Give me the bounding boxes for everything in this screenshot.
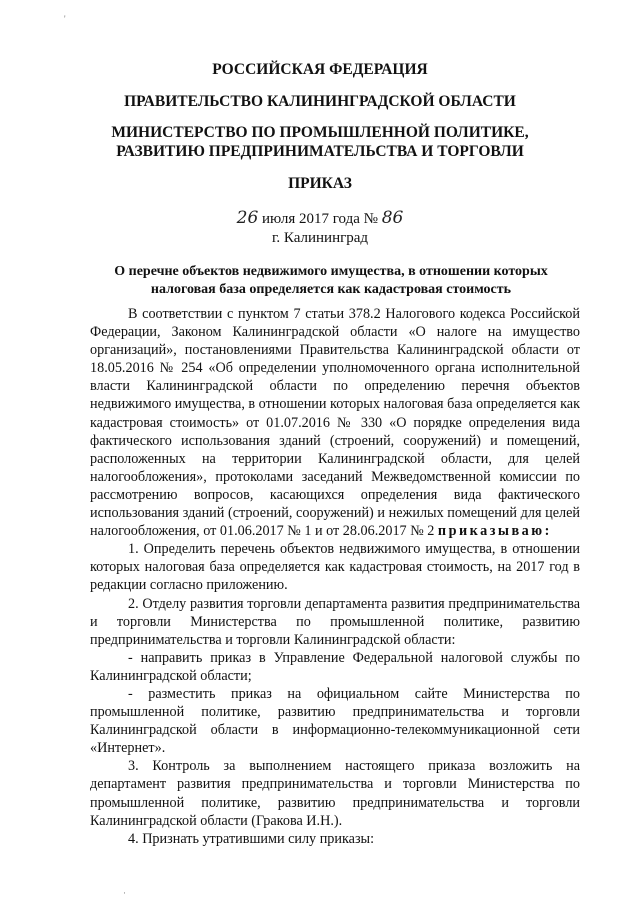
item-1: 1. Определить перечень объектов недвижимого имущества, в отношении которых налоговая база определяется как кадастровая стоимость, на 2017 год в редакции согласно приложению. xyxy=(90,541,580,594)
date-line xyxy=(0,209,640,228)
preamble-paragraph xyxy=(90,305,580,540)
country-heading: РОССИЙСКАЯ ФЕДЕРАЦИЯ xyxy=(212,61,428,78)
item-4: 4. Признать утратившими силу приказы: xyxy=(128,830,375,847)
date-text: июля 2017 года № xyxy=(262,211,378,227)
document-body xyxy=(90,305,580,848)
item-2: 2. Отделу развития торговли департамента развития предпринимательства и торговли Министерства по промышленной политике, развитию предпринимательства и торговли Калининградской области: xyxy=(90,595,580,648)
handwritten-number: 86 xyxy=(381,208,404,228)
handwritten-day: 26 xyxy=(236,208,259,228)
ministry-heading-line1: МИНИСТЕРСТВО ПО ПРОМЫШЛЕННОЙ ПОЛИТИКЕ, xyxy=(111,124,529,141)
ministry-heading-line2: РАЗВИТИЮ ПРЕДПРИНИМАТЕЛЬСТВА И ТОРГОВЛИ xyxy=(116,143,524,160)
subject-line2: налоговая база определяется как кадастровая стоимость xyxy=(150,282,512,297)
scan-speck-bottom: · xyxy=(123,888,126,898)
subject-heading xyxy=(96,263,566,299)
government-heading: ПРАВИТЕЛЬСТВО КАЛИНИНГРАДСКОЙ ОБЛАСТИ xyxy=(124,93,516,110)
item-2-subitem-b: - разместить приказ на официальном сайте Министерства по промышленной политике, развитию предпринимательства и торговли Калининградской области в информационно-телекоммуникационной сети «Интернет». xyxy=(90,685,580,757)
item-2-subitem-a: - направить приказ в Управление Федеральной налоговой службы по Калининградской области; xyxy=(90,649,580,684)
subject-line1: О перечне объектов недвижимого имущества, в отношении которых xyxy=(114,264,548,279)
scan-speck: ' xyxy=(64,14,66,24)
city-line: г. Калининград xyxy=(271,230,369,246)
order-word: приказываю: xyxy=(437,523,552,540)
item-3: 3. Контроль за выполнением настоящего приказа возложить на департамент развития предпринимательства и торговли Министерства по промышленной политике, развитию предпринимательства и торговли Калининградской области (Гракова И.Н.). xyxy=(90,758,580,829)
doc-type-heading: ПРИКАЗ xyxy=(288,175,352,192)
preamble-text: В соответствии с пунктом 7 статьи 378.2 Налогового кодекса Российской Федерации, Законом Калининградской области «О налоге на имущество организаций», постановлениями Правительства Калининградской области от 18.05.2016 № 254 «Об определении уполномоченного органа исполнительной власти Калининградской области по определению перечня объектов недвижимого имущества, в отношении которых налоговая база определяется как кадастровая стоимость» от 01.07.2016 № 330 «О порядке определения вида фактического использования зданий (строений, сооружений) и помещений, расположенных на территории Калининградской области, для целей налогообложения», протоколами заседаний Межведомственной комиссии по рассмотрению вопросов, касающихся определения вида фактического использования зданий (строений, сооружений) и нежилых помещений для целей налогообложения, от 01.06.2017 № 1 и от 28.06.2017 № 2 xyxy=(90,306,580,540)
